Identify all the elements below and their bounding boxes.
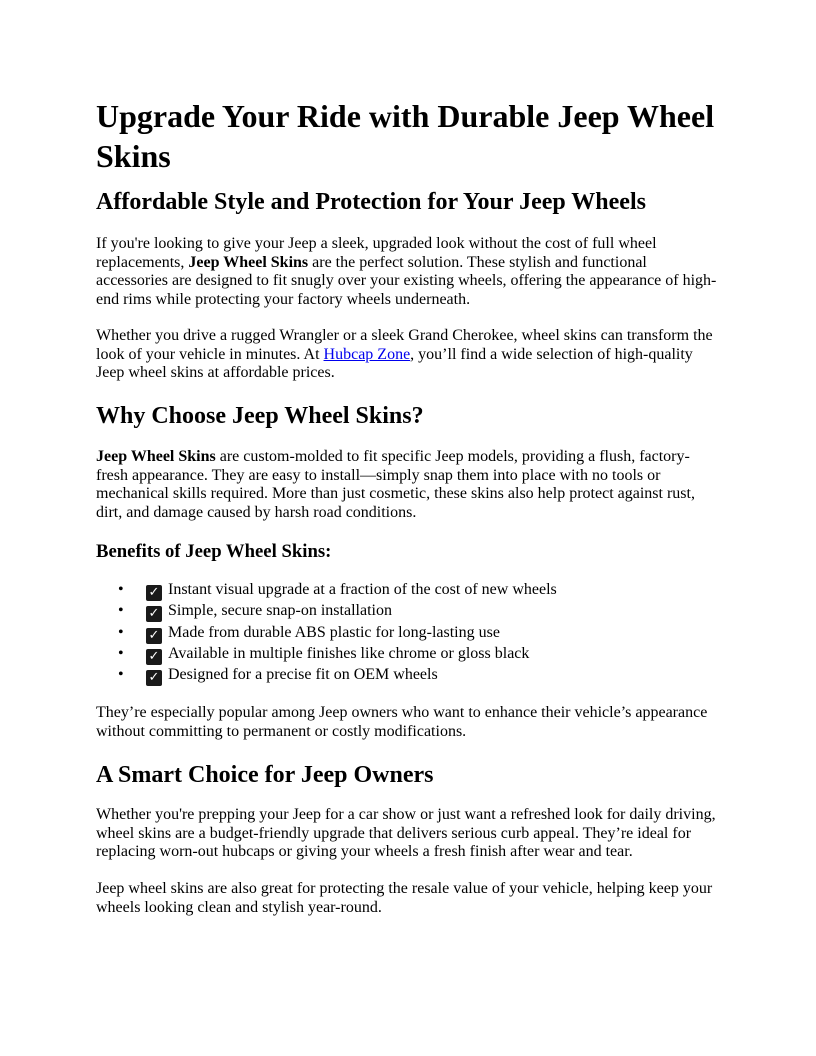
hubcap-zone-link[interactable]: Hubcap Zone — [323, 345, 411, 363]
list-item — [96, 600, 720, 621]
benefit-text: Simple, secure snap-on installation — [168, 602, 392, 620]
resale-paragraph: Jeep wheel skins are also great for protecting the resale value of your vehicle, helping keep your wheels looking clean and stylish year-round. — [96, 880, 713, 916]
benefit-text: Available in multiple finishes like chrome or gloss black — [168, 644, 530, 662]
benefit-text: Designed for a precise fit on OEM wheels — [168, 666, 438, 684]
popular-paragraph: They’re especially popular among Jeep owners who want to enhance their vehicle’s appearance without committing to permanent or costly modifications. — [96, 704, 708, 740]
list-item — [96, 622, 720, 643]
wrangler-paragraph — [96, 327, 720, 383]
intro-text-end: are the perfect solution. These stylish and functional accessories are designed to fit snugly over your existing wheels, offering the appearance of high-end rims while protecting your factory wheels underneath. — [96, 253, 717, 308]
wrangler-text-start: Whether you drive a rugged Wrangler or a sleek Grand Cherokee, wheel skins can transform the look of your vehicle in minutes. At — [96, 327, 713, 363]
checkmark-icon: ✓ — [146, 585, 162, 601]
why-text: are custom-molded to fit specific Jeep models, providing a flush, factory-fresh appearance. They are easy to install—simply snap them into place with no tools or mechanical skills required. More than just cosmetic, these skins also help protect against rust, dirt, and damage caused by harsh road conditions. — [96, 448, 695, 521]
list-item — [96, 664, 720, 685]
section-heading-smart-choice: A Smart Choice for Jeep Owners — [96, 762, 434, 788]
benefits-list — [96, 579, 720, 685]
benefit-text: Instant visual upgrade at a fraction of the cost of new wheels — [168, 581, 557, 598]
why-choose-paragraph — [96, 448, 720, 522]
bullet-icon: • — [118, 602, 124, 620]
section-heading-why-choose: Why Choose Jeep Wheel Skins? — [96, 403, 424, 429]
intro-paragraph — [96, 235, 720, 309]
bullet-icon: • — [118, 666, 124, 684]
intro-bold-product: Jeep Wheel Skins — [188, 253, 309, 271]
car-show-paragraph: Whether you're prepping your Jeep for a car show or just want a refreshed look for daily driving, wheel skins are a budget-friendly upgrade that delivers serious curb appeal. They’re ideal for replacing worn-out hubcaps or giving your wheels a fresh finish after wear and tear. — [96, 806, 716, 860]
intro-text-start: If you're looking to give your Jeep a sleek, upgraded look without the cost of full wheel replacements, — [96, 235, 657, 271]
bullet-icon: • — [118, 644, 124, 662]
bullet-icon: • — [118, 581, 124, 598]
benefit-text: Made from durable ABS plastic for long-lasting use — [168, 623, 500, 641]
checkmark-icon: ✓ — [146, 649, 162, 665]
checkmark-icon: ✓ — [146, 628, 162, 644]
list-item — [96, 579, 720, 600]
section-heading-affordable-style: Affordable Style and Protection for Your Jeep Wheels — [96, 189, 646, 215]
list-item — [96, 643, 720, 664]
bullet-icon: • — [118, 623, 124, 641]
checkmark-icon: ✓ — [146, 606, 162, 622]
page-title: Upgrade Your Ride with Durable Jeep Wheel Skins — [96, 98, 715, 174]
why-bold-product: Jeep Wheel Skins — [96, 448, 216, 465]
checkmark-icon: ✓ — [146, 670, 162, 686]
benefits-heading: Benefits of Jeep Wheel Skins: — [96, 541, 332, 562]
wrangler-text-end: , you’ll find a wide selection of high-quality Jeep wheel skins at affordable prices. — [96, 345, 693, 381]
